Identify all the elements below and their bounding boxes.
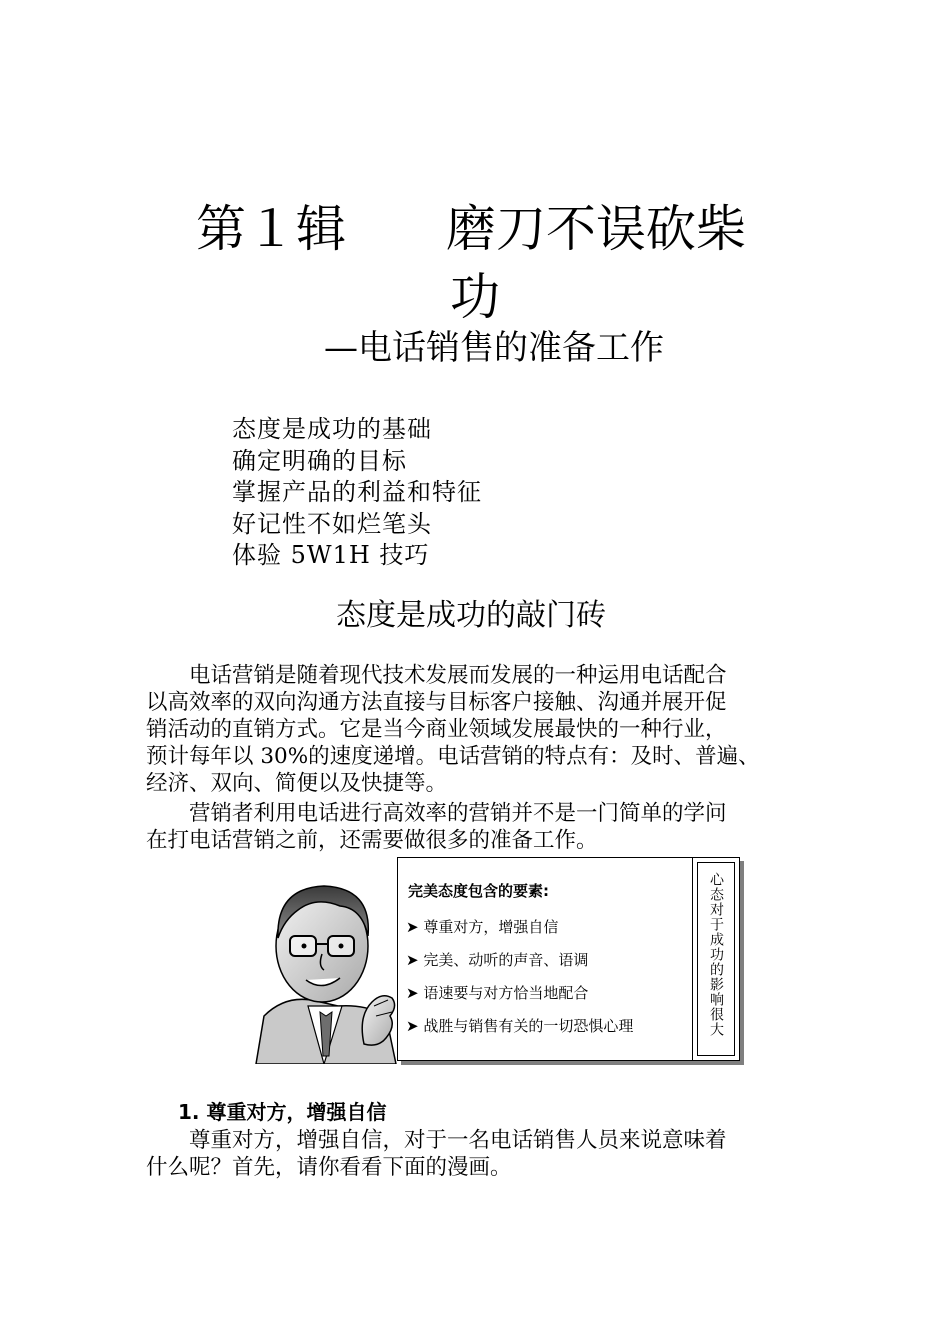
chapter-subtitle: —电话销售的准备工作 (324, 328, 664, 368)
panel-item (406, 982, 588, 1003)
paragraph-line: 经济、双向、简便以及快捷等。 (146, 771, 448, 796)
paragraph-1 (146, 662, 846, 797)
attitude-elements-panel (397, 857, 694, 1061)
arrow-bullet-icon: ➤ (406, 951, 424, 969)
panel-item-text: 战胜与销售有关的一切恐惧心理 (423, 1017, 634, 1035)
toc-item: 好记性不如烂笔头 (232, 509, 432, 538)
paragraph-2 (146, 800, 846, 854)
chapter-title-line1: 第１辑 磨刀不误砍柴 (196, 200, 746, 258)
cartoon-man-illustration (246, 866, 406, 1064)
paragraph-line: 营销者利用电话进行高效率的营销并不是一门简单的学问 (146, 801, 727, 826)
chapter-title-line2: 功 (450, 268, 500, 326)
paragraph-line: 销活动的直销方式。它是当今商业领域发展最快的一种行业， (146, 717, 727, 742)
paragraph-line: 尊重对方，增强自信，对于一名电话销售人员来说意味着 (146, 1128, 727, 1153)
paragraph-line: 电话营销是随着现代技术发展而发展的一种运用电话配合 (146, 663, 727, 688)
panel-item (406, 916, 558, 937)
arrow-bullet-icon: ➤ (406, 1017, 424, 1035)
arrow-bullet-icon: ➤ (406, 984, 424, 1002)
section-heading: 态度是成功的敲门砖 (336, 598, 606, 633)
paragraph-line: 什么呢？首先，请你看看下面的漫画。 (146, 1155, 512, 1180)
toc-list (232, 414, 482, 572)
panel-item-text: 完美、动听的声音、语调 (423, 951, 589, 969)
panel-title: 完美态度包含的要素: (408, 882, 549, 900)
toc-item: 体验 5W1H 技巧 (232, 541, 430, 569)
panel-item-text: 尊重对方，增强自信 (423, 918, 559, 936)
paragraph-line: 以高效率的双向沟通方法直接与目标客户接触、沟通并展开促 (146, 690, 727, 715)
panel-item-text: 语速要与对方恰当地配合 (423, 984, 589, 1002)
toc-item: 确定明确的目标 (232, 446, 407, 475)
panel-item (406, 949, 588, 970)
subsection-paragraph (146, 1127, 846, 1181)
toc-item: 掌握产品的利益和特征 (232, 478, 482, 506)
arrow-bullet-icon: ➤ (406, 918, 424, 936)
subsection-heading: 1. 尊重对方，增强自信 (178, 1100, 387, 1124)
paragraph-line: 在打电话营销之前，还需要做很多的准备工作。 (146, 828, 598, 853)
side-caption-box (692, 857, 740, 1061)
paragraph-line: 预计每年以 30%的速度递增。电话营销的特点有：及时、普遍、 (146, 744, 760, 769)
panel-item (406, 1015, 633, 1036)
side-caption: 心态对于成功的影响很大 (708, 872, 724, 1037)
toc-item: 态度是成功的基础 (232, 415, 432, 443)
